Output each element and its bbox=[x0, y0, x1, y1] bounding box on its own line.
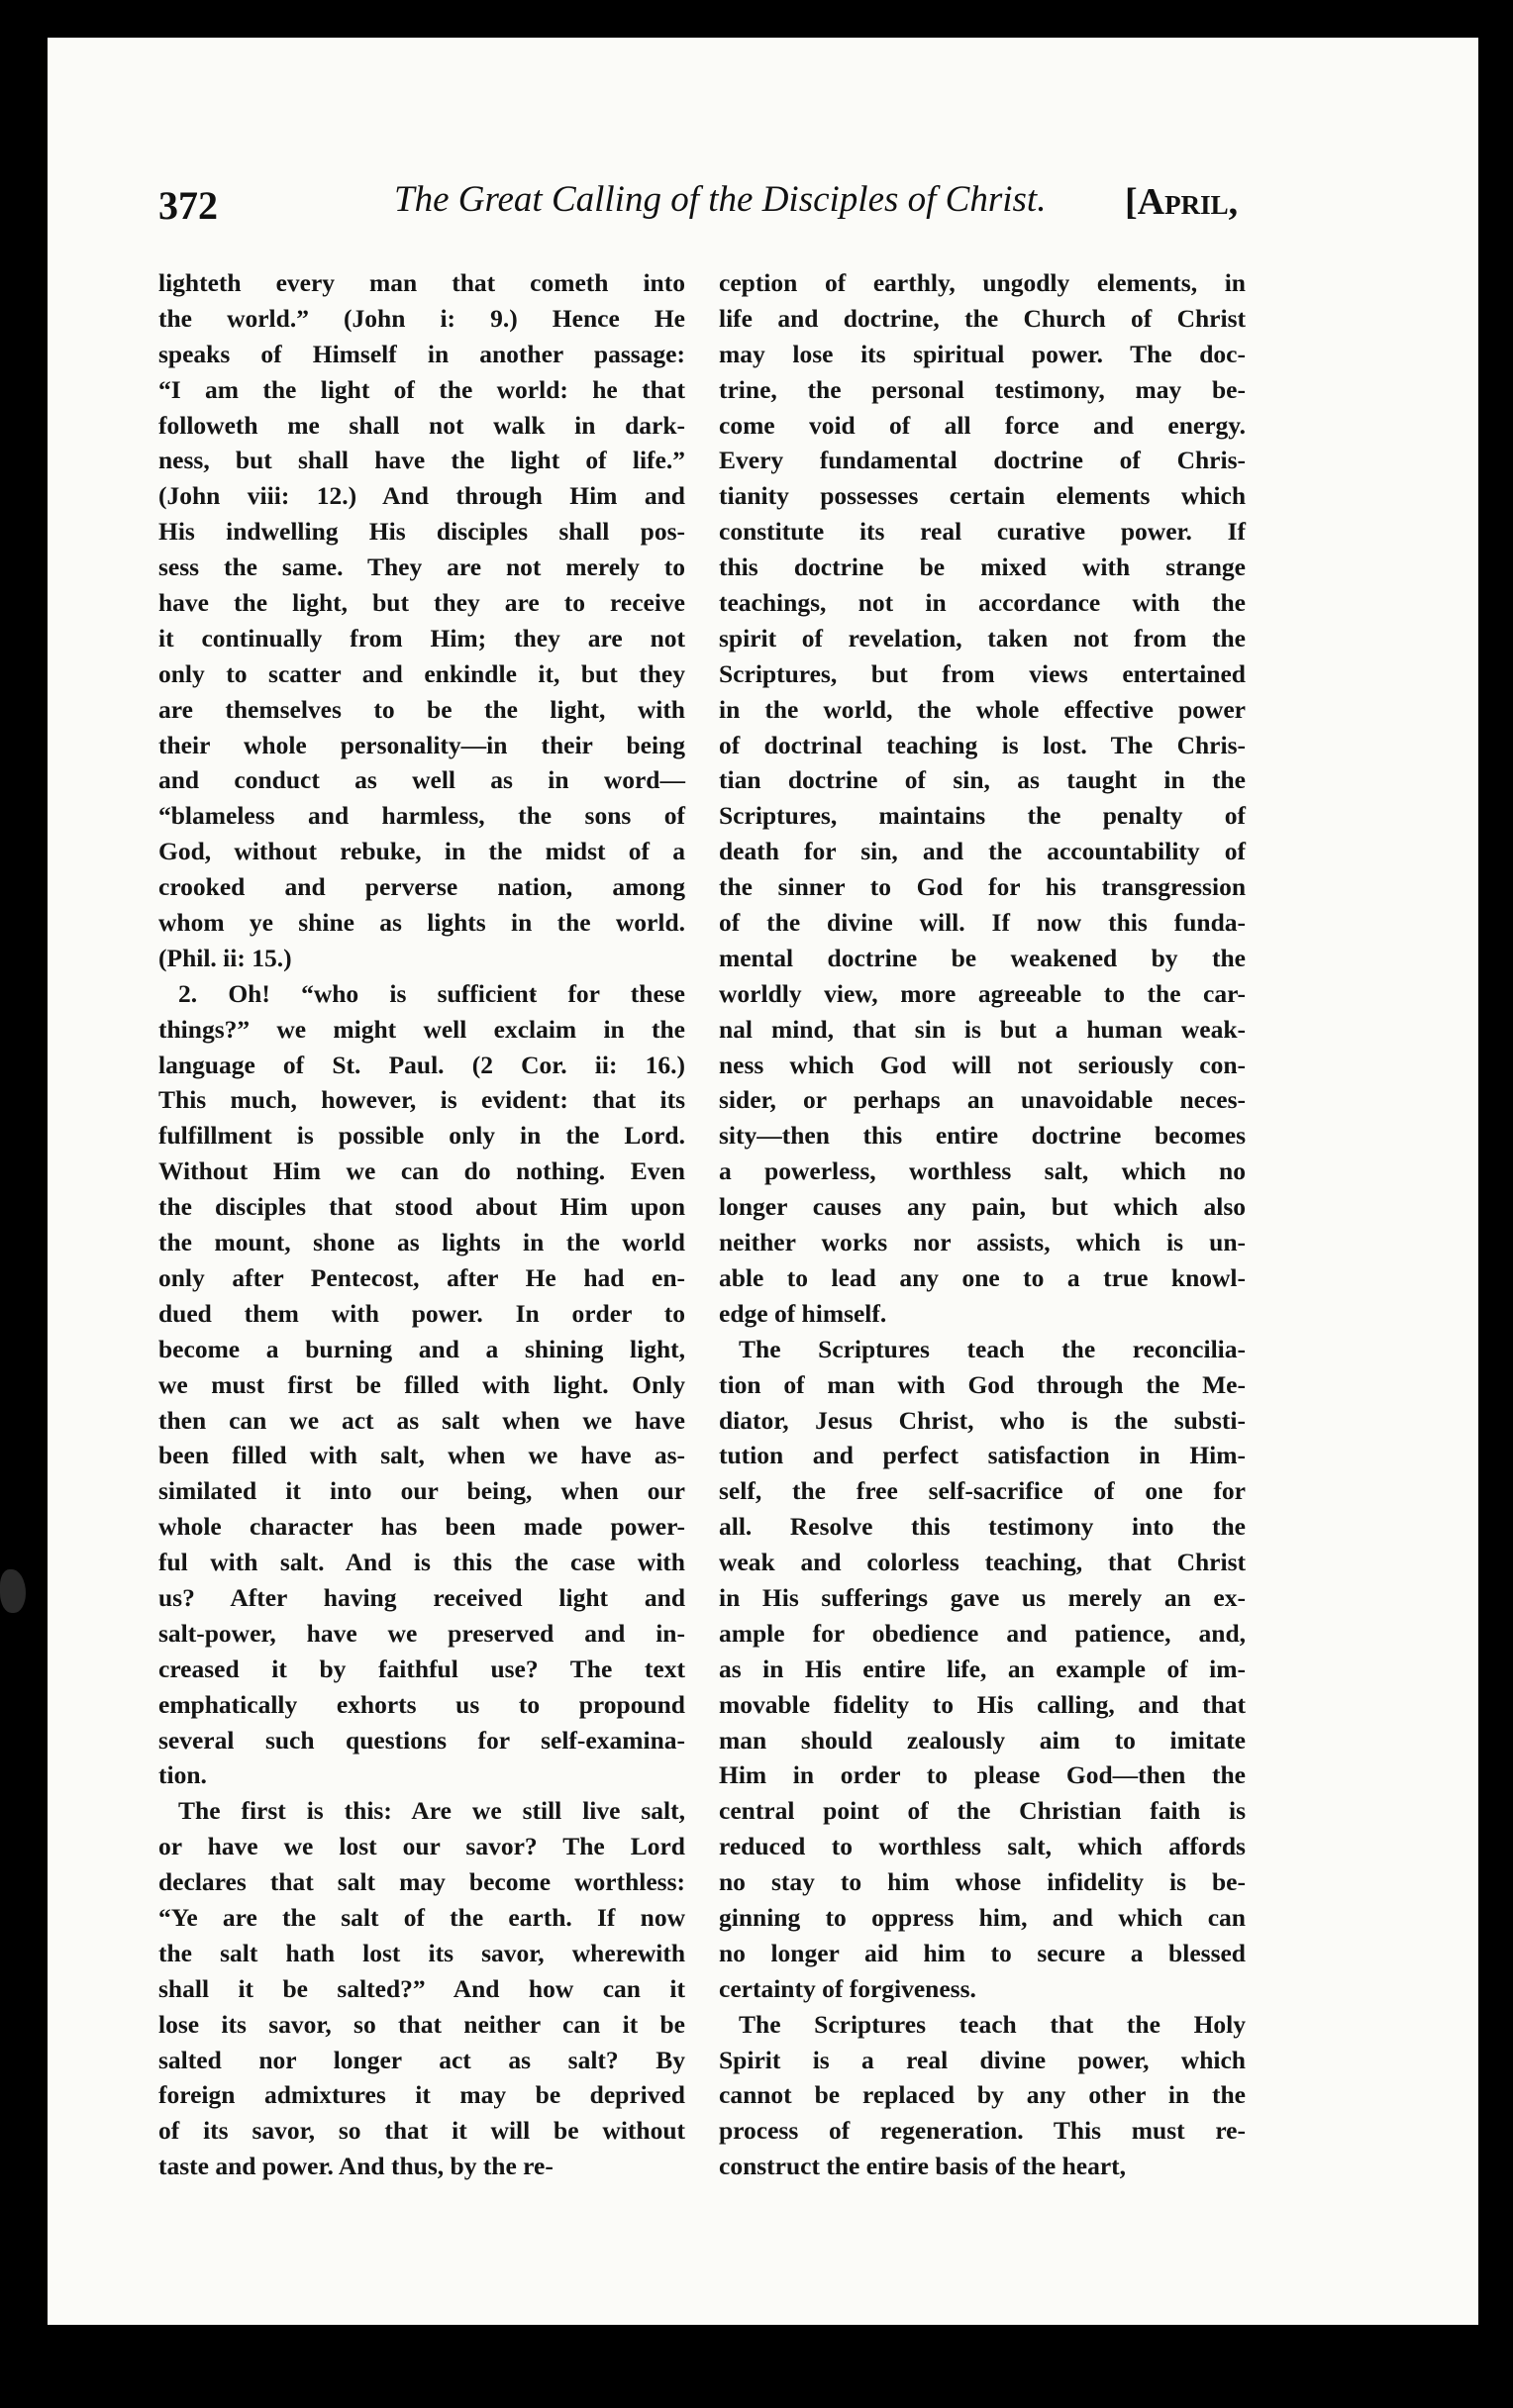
text-line: us? After having received light and bbox=[158, 1582, 685, 1612]
text-line: able to lead any one to a true knowl- bbox=[719, 1262, 1246, 1292]
text-line: fulfillment is possible only in the Lord. bbox=[158, 1121, 685, 1151]
text-line: crooked and perverse nation, among bbox=[158, 872, 685, 902]
right-column bbox=[719, 265, 1246, 2184]
text-line: lighteth every man that cometh into bbox=[158, 268, 685, 297]
text-line: sider, or perhaps an unavoidable neces- bbox=[719, 1085, 1246, 1115]
text-line: the mount, shone as lights in the world bbox=[158, 1228, 685, 1257]
text-line: foreign admixtures it may be deprived bbox=[158, 2080, 685, 2110]
text-line: The Scriptures teach the reconcilia- bbox=[739, 1334, 1246, 1363]
text-line: His indwelling His disciples shall pos- bbox=[158, 517, 685, 547]
text-line: Without Him we can do nothing. Even bbox=[158, 1156, 685, 1186]
text-line: creased it by faithful use? The text bbox=[158, 1654, 685, 1683]
text-line: The first is this: Are we still live salt, bbox=[178, 1796, 685, 1826]
text-line: trine, the personal testimony, may be- bbox=[719, 374, 1246, 404]
text-line: The Scriptures teach that the Holy bbox=[739, 2009, 1246, 2039]
text-line: ception of earthly, ungodly elements, in bbox=[719, 268, 1246, 297]
text-line: declares that salt may become worthless: bbox=[158, 1867, 685, 1897]
text-line: lose its savor, so that neither can it be bbox=[158, 2009, 685, 2039]
text-line: Spirit is a real divine power, which bbox=[719, 2045, 1246, 2074]
text-line: salted nor longer act as salt? By bbox=[158, 2045, 685, 2074]
text-line: Him in order to please God—then the bbox=[719, 1760, 1246, 1790]
text-line: emphatically exhorts us to propound bbox=[158, 1689, 685, 1719]
text-line: “Ye are the salt of the earth. If now bbox=[158, 1902, 685, 1932]
text-line: Every fundamental doctrine of Chris- bbox=[719, 446, 1246, 475]
text-line: followeth me shall not walk in dark- bbox=[158, 410, 685, 440]
text-line: speaks of Himself in another passage: bbox=[158, 339, 685, 368]
page-number: 372 bbox=[158, 183, 218, 228]
text-line: of the divine will. If now this funda- bbox=[719, 908, 1246, 938]
text-line: (Phil. ii: 15.) bbox=[158, 943, 292, 972]
text-line: worldly view, more agreeable to the car- bbox=[719, 978, 1246, 1008]
text-line: no longer aid him to secure a blessed bbox=[719, 1938, 1246, 1967]
text-line: dued them with power. In order to bbox=[158, 1298, 685, 1328]
text-line: neither works nor assists, which is un- bbox=[719, 1228, 1246, 1257]
text-line: in the world, the whole effective power bbox=[719, 694, 1246, 724]
text-line: language of St. Paul. (2 Cor. ii: 16.) bbox=[158, 1050, 685, 1079]
text-line: constitute its real curative power. If bbox=[719, 517, 1246, 547]
text-line: central point of the Christian faith is bbox=[719, 1796, 1246, 1826]
text-line: sess the same. They are not merely to bbox=[158, 552, 685, 582]
book-page bbox=[48, 38, 1478, 2325]
text-line: as in His entire life, an example of im- bbox=[719, 1654, 1246, 1683]
text-line: been filled with salt, when we have as- bbox=[158, 1441, 685, 1470]
text-line: things?” we might well exclaim in the bbox=[158, 1014, 685, 1044]
text-line: tion. bbox=[158, 1760, 207, 1790]
text-line: or have we lost our savor? The Lord bbox=[158, 1832, 685, 1861]
text-line: weak and colorless teaching, that Christ bbox=[719, 1548, 1246, 1577]
text-line: “I am the light of the world: he that bbox=[158, 374, 685, 404]
text-line: 2. Oh! “who is sufficient for these bbox=[178, 978, 685, 1008]
text-line: of its savor, so that it will be without bbox=[158, 2116, 685, 2146]
text-line: certainty of forgiveness. bbox=[719, 1973, 976, 2003]
text-line: nal mind, that sin is but a human weak- bbox=[719, 1014, 1246, 1044]
left-column bbox=[158, 265, 685, 2184]
text-line: tian doctrine of sin, as taught in the bbox=[719, 765, 1246, 795]
text-line: sity—then this entire doctrine becomes bbox=[719, 1121, 1246, 1151]
text-line: edge of himself. bbox=[719, 1298, 887, 1328]
text-line: tion of man with God through the Me- bbox=[719, 1369, 1246, 1399]
text-line: shall it be salted?” And how can it bbox=[158, 1973, 685, 2003]
text-line: all. Resolve this testimony into the bbox=[719, 1512, 1246, 1542]
text-line: man should zealously aim to imitate bbox=[719, 1725, 1246, 1755]
text-line: ample for obedience and patience, and, bbox=[719, 1618, 1246, 1648]
text-line: This much, however, is evident: that its bbox=[158, 1085, 685, 1115]
text-line: the salt hath lost its savor, wherewith bbox=[158, 1938, 685, 1967]
text-line: become a burning and a shining light, bbox=[158, 1334, 685, 1363]
text-line: reduced to worthless salt, which affords bbox=[719, 1832, 1246, 1861]
month-label: [April, bbox=[1125, 181, 1239, 223]
text-line: tianity possesses certain elements which bbox=[719, 481, 1246, 511]
text-line: salt-power, have we preserved and in- bbox=[158, 1618, 685, 1648]
text-line: have the light, but they are to receive bbox=[158, 588, 685, 618]
text-line: longer causes any pain, but which also bbox=[719, 1192, 1246, 1222]
text-line: we must first be filled with light. Only bbox=[158, 1369, 685, 1399]
text-line: and conduct as well as in word— bbox=[158, 765, 685, 795]
text-line: similated it into our being, when our bbox=[158, 1476, 685, 1506]
text-line: may lose its spiritual power. The doc- bbox=[719, 339, 1246, 368]
text-line: mental doctrine be weakened by the bbox=[719, 943, 1246, 972]
text-line: Scriptures, but from views entertained bbox=[719, 658, 1246, 688]
text-line: several such questions for self-examina- bbox=[158, 1725, 685, 1755]
text-line: it continually from Him; they are not bbox=[158, 623, 685, 652]
text-line: in His sufferings gave us merely an ex- bbox=[719, 1582, 1246, 1612]
text-line: construct the entire basis of the heart, bbox=[719, 2152, 1127, 2181]
running-title: The Great Calling of the Disciples of Christ. bbox=[394, 179, 1047, 220]
text-line: (John viii: 12.) And through Him and bbox=[158, 481, 685, 511]
text-line: come void of all force and energy. bbox=[719, 410, 1246, 440]
text-line: ness, but shall have the light of life.” bbox=[158, 446, 685, 475]
text-line: Scriptures, maintains the penalty of bbox=[719, 801, 1246, 831]
text-line: teachings, not in accordance with the bbox=[719, 588, 1246, 618]
text-line: no stay to him whose infidelity is be- bbox=[719, 1867, 1246, 1897]
text-line: are themselves to be the light, with bbox=[158, 694, 685, 724]
text-line: tution and perfect satisfaction in Him- bbox=[719, 1441, 1246, 1470]
text-line: death for sin, and the accountability of bbox=[719, 837, 1246, 866]
margin-smudge bbox=[0, 1569, 26, 1613]
text-line: self, the free self-sacrifice of one for bbox=[719, 1476, 1246, 1506]
text-line: their whole personality—in their being bbox=[158, 730, 685, 759]
text-line: then can we act as salt when we have bbox=[158, 1405, 685, 1435]
text-line: ful with salt. And is this the case with bbox=[158, 1548, 685, 1577]
text-line: only to scatter and enkindle it, but they bbox=[158, 658, 685, 688]
text-line: ness which God will not seriously con- bbox=[719, 1050, 1246, 1079]
text-line: whom ye shine as lights in the world. bbox=[158, 908, 685, 938]
text-line: taste and power. And thus, by the re- bbox=[158, 2152, 554, 2181]
text-line: the world.” (John i: 9.) Hence He bbox=[158, 303, 685, 333]
text-line: cannot be replaced by any other in the bbox=[719, 2080, 1246, 2110]
text-line: movable fidelity to His calling, and that bbox=[719, 1689, 1246, 1719]
text-line: a powerless, worthless salt, which no bbox=[719, 1156, 1246, 1186]
text-line: only after Pentecost, after He had en- bbox=[158, 1262, 685, 1292]
text-line: “blameless and harmless, the sons of bbox=[158, 801, 685, 831]
text-line: diator, Jesus Christ, who is the substi- bbox=[719, 1405, 1246, 1435]
text-line: this doctrine be mixed with strange bbox=[719, 552, 1246, 582]
text-line: the sinner to God for his transgression bbox=[719, 872, 1246, 902]
text-line: whole character has been made power- bbox=[158, 1512, 685, 1542]
text-line: ginning to oppress him, and which can bbox=[719, 1902, 1246, 1932]
text-line: life and doctrine, the Church of Christ bbox=[719, 303, 1246, 333]
text-line: the disciples that stood about Him upon bbox=[158, 1192, 685, 1222]
page-header bbox=[48, 178, 1478, 248]
text-line: process of regeneration. This must re- bbox=[719, 2116, 1246, 2146]
text-line: of doctrinal teaching is lost. The Chris- bbox=[719, 730, 1246, 759]
text-line: God, without rebuke, in the midst of a bbox=[158, 837, 685, 866]
text-line: spirit of revelation, taken not from the bbox=[719, 623, 1246, 652]
